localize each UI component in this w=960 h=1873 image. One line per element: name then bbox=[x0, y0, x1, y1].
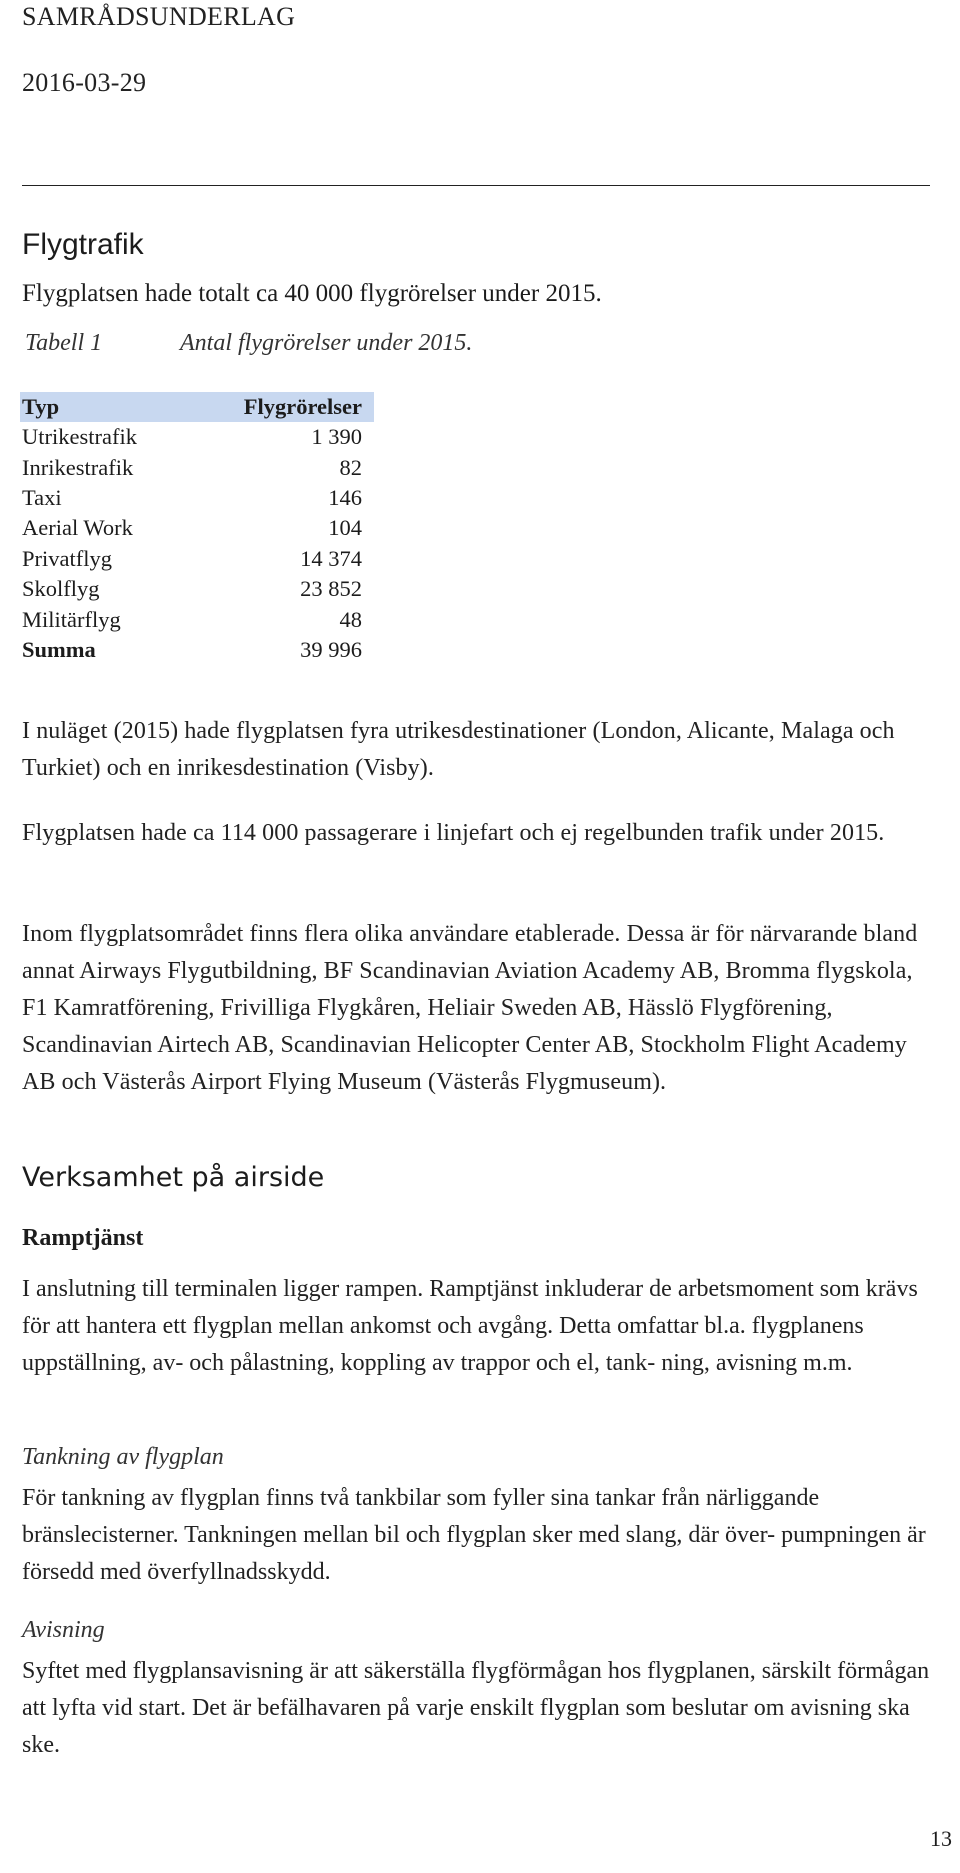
destinations-paragraph: I nuläget (2015) hade flygplatsen fyra utrikesdestinationer (London, Alicante, Malaga och Turkiet) och en inrikesdestination (Visby). bbox=[22, 718, 895, 781]
total-label: Summa bbox=[22, 636, 96, 662]
table-row bbox=[20, 544, 374, 574]
row-type: Utrikestrafik bbox=[22, 424, 137, 450]
row-value: 48 bbox=[339, 606, 362, 632]
row-value: 82 bbox=[339, 454, 362, 480]
section-heading-airside: Verksamhet på airside bbox=[22, 1162, 325, 1193]
table-total-row bbox=[20, 635, 374, 665]
ramp-paragraph: I anslutning till terminalen ligger rampen. Ramptjänst inkluderar de arbetsmoment som krävs för att hantera ett flygplan mellan ankomst och avgång. Detta omfattar bl.a. flygplanens uppställning, av- och pålastning, koppling av trappor och el, tank- ning, avisning m.m. bbox=[22, 1276, 918, 1376]
row-type: Skolflyg bbox=[22, 576, 100, 602]
header-divider bbox=[22, 185, 930, 186]
subheading-avisning: Avisning bbox=[22, 1617, 105, 1643]
row-value: 14 374 bbox=[300, 545, 362, 571]
table-caption-title: Antal flygrörelser under 2015. bbox=[180, 330, 473, 356]
table-header-row bbox=[20, 392, 374, 422]
document-date: 2016-03-29 bbox=[22, 68, 147, 97]
table-row bbox=[20, 513, 374, 543]
total-value: 39 996 bbox=[300, 636, 362, 662]
row-type: Inrikestrafik bbox=[22, 454, 134, 480]
table-row bbox=[20, 422, 374, 452]
deice-paragraph: Syftet med flygplansavisning är att säkerställa flygförmågan hos flygplanen, särskilt förmågan att lyfta vid start. Det är befälhavaren på varje enskilt flygplan som beslutar om avisning ska ske. bbox=[22, 1658, 930, 1758]
table-header-type: Typ bbox=[20, 392, 188, 422]
table-row bbox=[20, 452, 374, 482]
row-type: Militärflyg bbox=[22, 606, 121, 632]
passengers-paragraph: Flygplatsen hade ca 114 000 passagerare i linjefart och ej regelbunden trafik under 2015. bbox=[22, 820, 885, 846]
table-row bbox=[20, 483, 374, 513]
page-number: 13 bbox=[930, 1826, 952, 1851]
table-row bbox=[20, 604, 374, 634]
table-row bbox=[20, 574, 374, 604]
flight-movements-table bbox=[20, 392, 374, 665]
row-type: Taxi bbox=[22, 484, 62, 510]
fuel-paragraph: För tankning av flygplan finns två tankbilar som fyller sina tankar från närliggande bränslecisterner. Tankningen mellan bil och flygplan sker med slang, där över- pumpningen är försedd med överfyllnadsskydd. bbox=[22, 1485, 926, 1585]
row-type: Privatflyg bbox=[22, 545, 112, 571]
row-value: 1 390 bbox=[311, 424, 362, 450]
row-value: 146 bbox=[328, 484, 362, 510]
users-paragraph: Inom flygplatsområdet finns flera olika användare etablerade. Dessa är för närvarande bland annat Airways Flygutbildning, BF Scandinavian Aviation Academy AB, Bromma flygskola, F1 Kamratförening, Frivilliga Flygkåren, Heliair Sweden AB, Hässlö Flygförening, Scandinavian Airtech AB, Scandinavian Helicopter Center AB, Stockholm Flight Academy AB och Västerås Airport Flying Museum (Västerås Flygmuseum). bbox=[22, 921, 918, 1095]
row-value: 104 bbox=[328, 515, 362, 541]
subheading-tankning: Tankning av flygplan bbox=[22, 1444, 224, 1470]
document-header-label: SAMRÅDSUNDERLAG bbox=[22, 2, 296, 31]
intro-text: Flygplatsen hade totalt ca 40 000 flygrörelser under 2015. bbox=[22, 280, 602, 307]
section-heading-flygtrafik: Flygtrafik bbox=[22, 228, 144, 261]
row-value: 23 852 bbox=[300, 576, 362, 602]
table-header-movements: Flygrörelser bbox=[188, 392, 374, 422]
table-caption-label: Tabell 1 bbox=[25, 330, 103, 356]
row-type: Aerial Work bbox=[22, 515, 133, 541]
subheading-ramptjanst: Ramptjänst bbox=[22, 1225, 144, 1251]
